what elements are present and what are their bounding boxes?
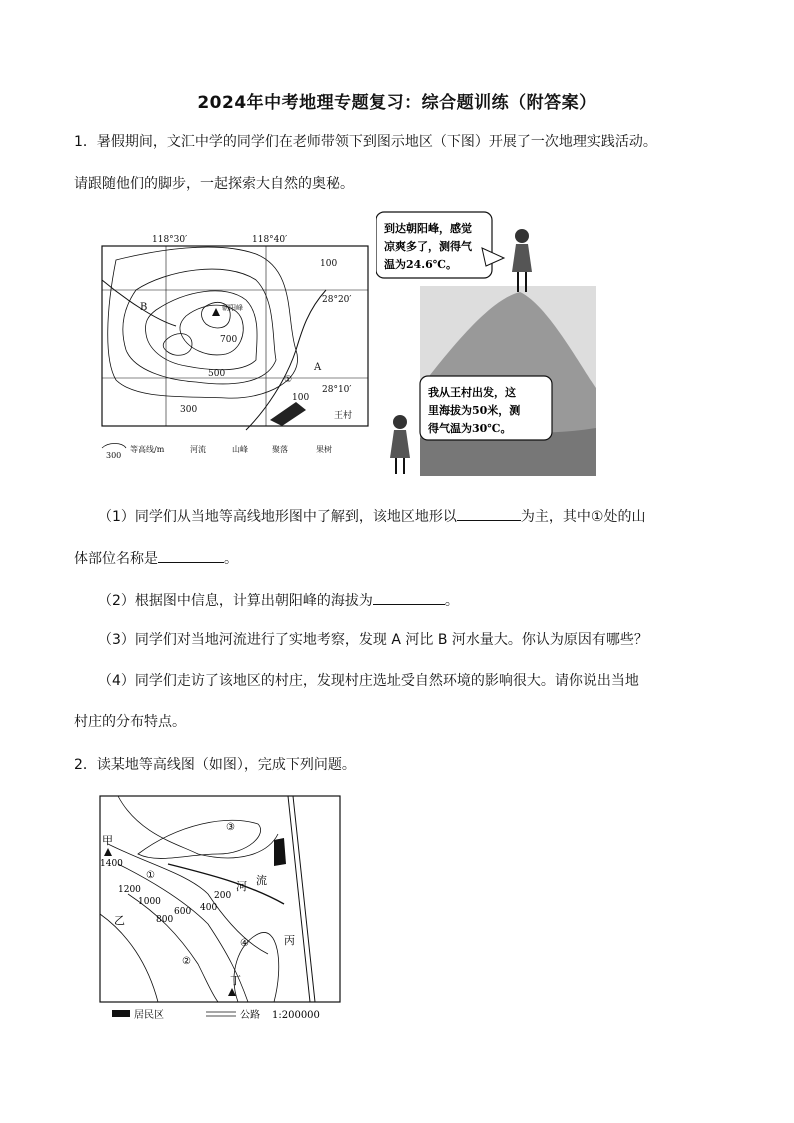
peak-name: 朝阳峰 <box>222 304 243 312</box>
q2-intro: 2．读某地等高线图（如图），完成下列问题。 <box>74 757 356 773</box>
contour-label-700: 700 <box>220 335 238 345</box>
label-1400: 1400 <box>100 859 123 869</box>
mountain-illustration <box>376 208 598 476</box>
residential-area <box>274 838 286 866</box>
q1-sub1-line1: （1）同学们从当地等高线地形图中了解到，该地区地形以 为主，其中①处的山 <box>98 505 645 527</box>
label-liu: 流 <box>256 874 267 887</box>
bubble-bottom-line1: 我从王村出发，这 <box>428 386 516 399</box>
q1-sub3: （3）同学们对当地河流进行了实地考察，发现 A 河比 B 河水量大。你认为原因有哪些？ <box>98 632 648 648</box>
girl-bottom-figure <box>390 415 410 474</box>
contour-label-300: 300 <box>180 405 198 415</box>
legend-fruit: 果树 <box>316 445 332 454</box>
label-ding: 丁 <box>230 974 241 987</box>
label-1000: 1000 <box>138 897 161 907</box>
label-1200: 1200 <box>118 885 141 895</box>
map-scale: 1:200000 <box>272 1010 320 1021</box>
legend-river: 河流 <box>190 445 206 454</box>
legend-sample: 300 <box>106 451 122 460</box>
label-200: 200 <box>214 891 232 901</box>
label-600: 600 <box>174 907 192 917</box>
point-a: A <box>314 362 322 373</box>
circled-4: ④ <box>240 938 249 949</box>
label-400: 400 <box>200 903 218 913</box>
lat-label-2: 28°10′ <box>322 385 352 395</box>
blank-terrain[interactable] <box>457 505 521 521</box>
q1-sub4-line1: （4）同学们走访了该地区的村庄，发现村庄选址受自然环境的影响很大。请你说出当地 <box>98 673 639 689</box>
q2-contour-map <box>98 794 344 1030</box>
bubble-top-line2: 凉爽多了，测得气 <box>384 240 472 253</box>
point-1: ① <box>284 375 293 385</box>
contour-label-100-bottom: 100 <box>292 393 310 403</box>
q1-sub2: （2）根据图中信息，计算出朝阳峰的海拔为 。 <box>98 589 459 611</box>
contour-label-100-top: 100 <box>320 259 338 269</box>
legend-peak: 山峰 <box>232 445 248 454</box>
label-800: 800 <box>156 915 174 925</box>
bubble-top-line3: 温为24.6℃。 <box>384 258 457 271</box>
label-yi: 乙 <box>114 914 125 927</box>
legend-residential: 居民区 <box>134 1010 164 1021</box>
circled-3: ③ <box>226 822 235 833</box>
label-he: 河 <box>236 880 247 893</box>
q1-sub4-line2: 村庄的分布特点。 <box>74 714 186 730</box>
q1-contour-map <box>96 230 376 462</box>
label-jia: 甲 <box>102 834 113 847</box>
q1-intro-line1: 1．暑假期间，文汇中学的同学们在老师带领下到图示地区（下图）开展了一次地理实践活动。 <box>74 134 657 150</box>
girl-top-figure <box>512 229 532 292</box>
circled-2: ② <box>182 956 191 967</box>
blank-landform-part[interactable] <box>158 547 224 563</box>
lon-label-1: 118°30′ <box>152 235 188 245</box>
legend-settlement: 聚落 <box>272 445 288 454</box>
blank-peak-altitude[interactable] <box>373 589 445 605</box>
legend-road: 公路 <box>240 1010 260 1021</box>
point-b: B <box>140 302 148 313</box>
bubble-bottom-line2: 里海拔为50米，测 <box>428 404 521 417</box>
bubble-top-line1: 到达朝阳峰，感觉 <box>384 222 472 235</box>
bubble-bottom-line3: 得气温为30℃。 <box>428 422 512 435</box>
lat-label-1: 28°20′ <box>322 295 352 305</box>
label-bing: 丙 <box>284 934 295 947</box>
contour-label-500: 500 <box>208 369 226 379</box>
village-name: 王村 <box>334 411 353 421</box>
q1-intro-line2: 请跟随他们的脚步，一起探索大自然的奥秘。 <box>74 176 354 192</box>
page-title: 2024年中考地理专题复习：综合题训练（附答案） <box>197 93 597 113</box>
q1-sub1-line2: 体部位名称是 。 <box>74 547 238 569</box>
circled-1: ① <box>146 870 155 881</box>
legend-contour: 等高线/m <box>130 445 165 454</box>
lon-label-2: 118°40′ <box>252 235 288 245</box>
legend-residential-swatch <box>112 1010 130 1017</box>
